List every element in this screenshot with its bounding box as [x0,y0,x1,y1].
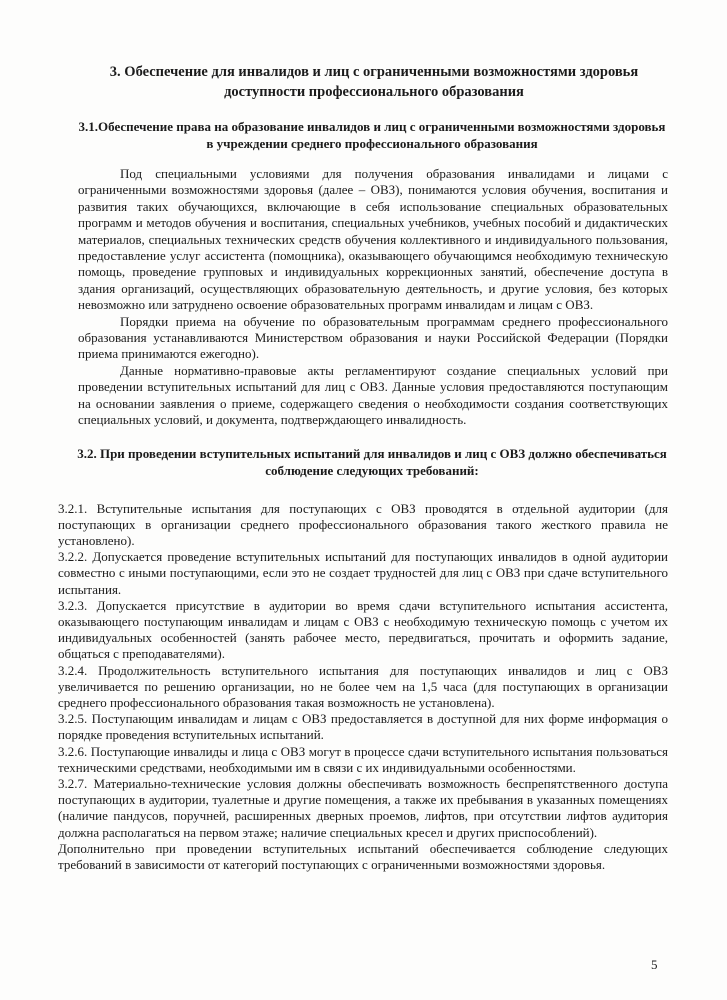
subsection-1-title: 3.1.Обеспечение права на образование инвалидов и лиц с ограниченными возможностями здоровья в учреждении среднего профессионального образования [78,119,666,151]
list-item: 3.2.5. Поступающим инвалидам и лицам с ОВЗ предоставляется в доступной для них форме информация о порядке проведения вступительных испытаний. [58,711,668,743]
list-item: 3.2.4. Продолжительность вступительного испытания для поступающих инвалидов и лиц с ОВЗ увеличивается по решению организации, но не более чем на 1,5 часа (для поступающих в организации среднего профессионального образования такая возможность не установлена). [58,662,668,710]
subsection-2-title: 3.2. При проведении вступительных испытаний для инвалидов и лиц с ОВЗ должно обеспечиваться соблюдение следующих требований: [77,445,667,478]
paragraph-normative-acts: Данные нормативно-правовые акты регламентируют создание специальных условий при проведении вступительных испытаний для лиц с ОВЗ. Данные условия предоставляются поступающим на основании заявления о приеме, содержащего сведения о необходимости создания соответствующих специальных условий, и документа, подтверждающего инвалидность. [78,362,668,428]
section-title: 3. Обеспечение для инвалидов и лиц с ограниченными возможностями здоровья доступности профессионального образования [109,64,639,100]
paragraph-special-conditions: Под специальными условиями для получения образования инвалидами и лицами с ограниченными возможностями здоровья (далее – ОВЗ), понимаются условия обучения, воспитания и развития таких обучающихся, включающие в себя использование специальных образовательных программ и методов обучения и воспитания, специальных учебников, учебных пособий и дидактических материалов, специальных технических средств обучения коллективного и индивидуального пользования, предоставление услуг ассистента (помощника), оказывающего обучающимся необходимую техническую помощь, проведение групповых и индивидуальных коррекционных занятий, обеспечение доступа в здания организаций, осуществляющих образовательную деятельность, и другие условия, без которых невозможно или затруднено освоение образовательных программ инвалидам и лицам с ОВЗ. [78,166,668,313]
list-item: 3.2.1. Вступительные испытания для поступающих с ОВЗ проводятся в отдельной аудитории (для поступающих в организации среднего профессионального образования такого жесткого правила не установлено). [58,500,668,548]
page-number: 5 [651,957,658,972]
list-item: 3.2.7. Материально-технические условия должны обеспечивать возможность беспрепятственного доступа поступающих в аудитории, туалетные и другие помещения, а также их пребывания в указанных помещениях (наличие пандусов, поручней, расширенных дверных проемов, лифтов, при отсутствии лифтов аудитория должна располагаться на первом этаже; наличие специальных кресел и других приспособлений). [58,775,668,840]
list-item: 3.2.3. Допускается присутствие в аудитории во время сдачи вступительного испытания ассистента, оказывающего поступающим инвалидам и лицам с ОВЗ с необходимую техническую помощь с учетом их индивидуальных особенностей (занять рабочее место, передвигаться, прочитать и оформить задание, общаться с преподавателями). [58,597,668,662]
list-item: 3.2.6. Поступающие инвалиды и лица с ОВЗ могут в процессе сдачи вступительного испытания пользоваться техническими средствами, необходимыми им в связи с их индивидуальными особенностями. [58,743,668,775]
paragraph-admission-rules: Порядки приема на обучение по образовательным программам среднего профессионального образования устанавливаются Министерством образования и науки Российской Федерации (Порядки приема принимаются ежегодно). [78,313,668,362]
page-content [58,62,668,873]
list-item: 3.2.2. Допускается проведение вступительных испытаний для поступающих инвалидов в одной аудитории совместно с иными поступающими, если это не создает трудностей для лиц с ОВЗ при сдаче вступительного испытания. [58,549,668,597]
list-item: Дополнительно при проведении вступительных испытаний обеспечивается соблюдение следующих требований в зависимости от категорий поступающих с ограниченными возможностями здоровья. [58,840,668,872]
